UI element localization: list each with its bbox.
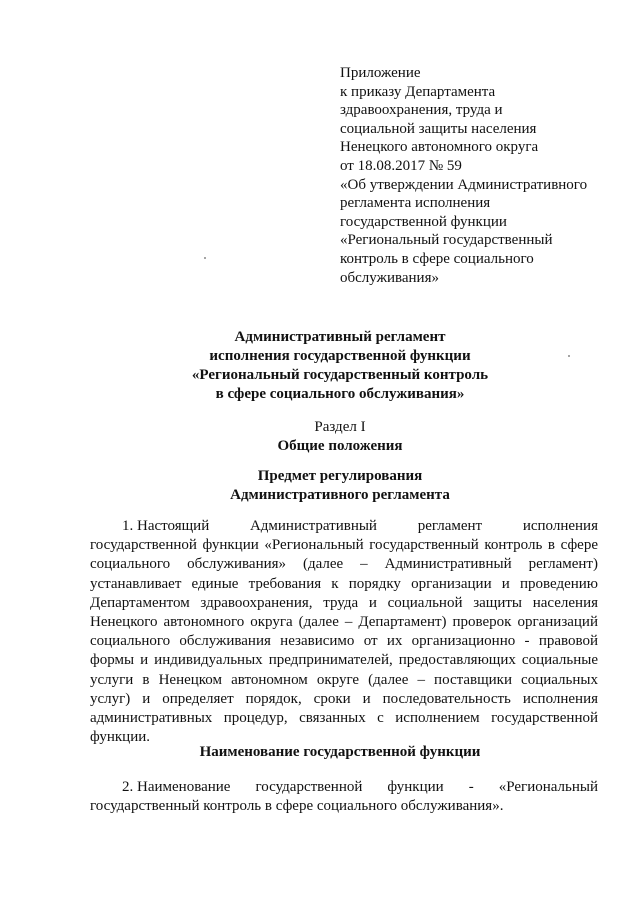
word: функции (387, 779, 444, 795)
title-line: «Региональный государственный контроль (191, 367, 489, 383)
word: «Региональный (498, 779, 598, 795)
paragraph-line-last: функции. (90, 729, 150, 746)
subject-line: Предмет регулирования (257, 468, 423, 484)
word: - (468, 779, 474, 795)
appendix-line: «Об утверждении Административного (340, 176, 588, 193)
appendix-line: обслуживания» (340, 269, 439, 286)
section-number: Раздел I (314, 419, 366, 435)
appendix-line: здравоохранения, труда и (340, 102, 503, 119)
subject-heading (60, 467, 620, 505)
paragraph-line: социального обслуживания» (далее – Административный регламент) (90, 556, 598, 573)
paragraph-line-last: государственный контроль в сфере социального обслуживания». (90, 798, 504, 815)
scan-speck (204, 257, 206, 259)
word: государственной (255, 779, 363, 795)
paragraph-2-first-line (90, 778, 598, 797)
paragraph-line: административных процедур, связанных с исполнением государственной (90, 709, 598, 726)
appendix-line: государственной функции (340, 213, 507, 230)
title-line: Административный регламент (234, 329, 446, 345)
paragraph-line: Департаментом здравоохранения, труда и социальной защиты населения (90, 594, 598, 611)
appendix-line: «Региональный государственный (340, 232, 553, 249)
paragraph-line: услуги в Ненецком автономном округе (далее – поставщики социальных (90, 671, 598, 688)
paragraph-line: устанавливает единые требования к порядку организации и проведению (90, 575, 598, 592)
function-name-heading: Наименование государственной функции (199, 744, 481, 760)
word: 1. Настоящий (122, 518, 210, 534)
paragraph-line: услуг) и определяет порядок, сроки и последовательность исполнения (90, 690, 598, 707)
word: регламент (417, 518, 483, 534)
appendix-line: к приказу Департамента (340, 83, 496, 100)
paragraph-2 (90, 778, 598, 816)
document-title (60, 328, 620, 404)
appendix-line: Ненецкого автономного округа (340, 139, 539, 156)
paragraph-line: социального обслуживания независимо от их организационно - правовой (90, 633, 598, 650)
word: 2. Наименование (122, 779, 231, 795)
paragraph-line: Ненецкого автономного округа (далее – Департамент) проверок организаций (90, 613, 598, 630)
subject-line: Административного регламента (230, 487, 450, 503)
title-line: в сфере социального обслуживания» (215, 386, 465, 402)
appendix-block (340, 64, 630, 287)
appendix-line: контроль в сфере социального (340, 250, 534, 267)
paragraph-1-first-line (90, 517, 598, 536)
word: исполнения (522, 518, 598, 534)
appendix-line: Приложение (340, 65, 421, 81)
appendix-line: социальной защиты населения (340, 120, 537, 137)
section-name: Общие положения (277, 438, 403, 454)
appendix-line: регламента исполнения (340, 195, 491, 212)
scan-speck (568, 355, 570, 357)
paragraph-line: государственной функции «Региональный государственный контроль в сфере (90, 537, 598, 554)
word: Административный (249, 518, 377, 534)
appendix-line: от 18.08.2017 № 59 (340, 157, 462, 174)
paragraph-line: формы и индивидуальных предпринимателей, предоставляющих социальные (90, 652, 598, 669)
title-line: исполнения государственной функции (209, 348, 471, 364)
paragraph-1 (90, 517, 598, 747)
